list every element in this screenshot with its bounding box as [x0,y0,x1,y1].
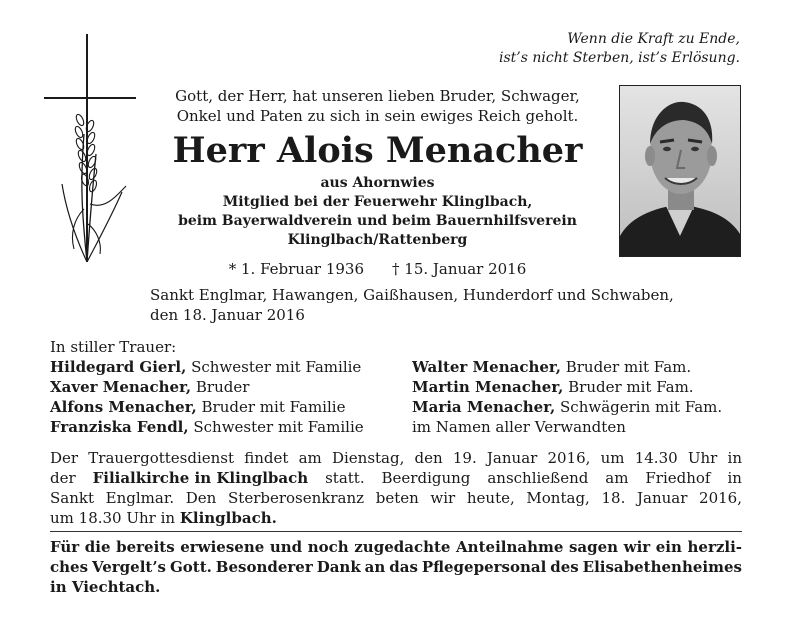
text-word: 2016, [699,489,742,507]
text-word: die [84,538,111,556]
mourner-entry [50,377,400,397]
life-dates [150,259,605,279]
text-word: ein [655,538,682,556]
text-word: Januar [637,489,688,507]
text-word: 2016, [547,449,591,467]
mourner-entry [412,357,752,377]
mourner-entry [50,417,400,437]
mourning-title: In stiller Trauer: [50,338,177,356]
thanks-line-1 [50,537,742,557]
cross-with-wheat-icon [44,34,136,262]
text-word: Pflegepersonal [421,558,547,576]
text-word: Trauergottesdienst [88,449,235,467]
thanks-line-3: in Viechtach. [50,578,161,596]
text-word: und [269,538,303,556]
membership-line-3: Klinglbach/Rattenberg [287,232,468,248]
text-word: anschließend [487,469,589,487]
text-word: Anteilnahme [456,538,564,556]
mourner-relation: Schwester mit Familie [188,418,364,436]
text-word: findet [244,449,289,467]
deceased-details [150,174,605,250]
motto-quote [420,30,740,68]
mourner-entry [50,397,400,417]
text-word: sagen [568,538,619,556]
places-line: Sankt Englmar, Hawangen, Gaißhausen, Hunderdorf und Schwaben, [150,286,674,304]
text-word: Friedhof [645,469,711,487]
text-word: herzli- [687,538,742,556]
text-word: Elisabethenheimes [582,558,742,576]
mourner-relation: Bruder [191,378,250,396]
thanks-line-2 [50,557,742,577]
service-line-3 [50,488,742,508]
intro-text [150,86,605,126]
service-word: der [50,469,76,487]
mourner-name: Alfons Menacher, [50,398,197,416]
text-word: Der [50,449,79,467]
text-word: an [364,558,386,576]
text-word: statt. [325,469,365,487]
text-word: wir [430,489,456,507]
text-word: 19. [452,449,477,467]
mourner-entry [412,377,752,397]
text-word: erwiesene [180,538,265,556]
text-word: das [389,558,418,576]
service-time: um 18.30 Uhr in [50,509,180,527]
text-word: Gott. [169,558,212,576]
mourners-right-column [412,357,752,437]
service-line-4 [50,508,742,528]
text-word: Den [185,489,217,507]
mourner-name: Martin Menacher, [412,378,564,396]
mourner-relation: Bruder mit Fam. [560,358,692,376]
notice-date: den 18. Januar 2016 [150,306,305,324]
intro-line-1: Gott, der Herr, hat unseren lieben Bruder, Schwager, [175,87,580,105]
mourner-relation: Schwester mit Familie [186,358,362,376]
mourner-relation: Bruder mit Fam. [563,378,694,396]
text-word: Für [50,538,80,556]
text-word: Dienstag, [331,449,405,467]
text-word: Januar [486,449,538,467]
service-line-1 [50,448,742,468]
deceased-name: Herr Alois Menacher [172,130,583,171]
text-word: um [600,449,625,467]
mourner-name: Maria Menacher, [412,398,556,416]
mourner-name: Hildegard Gierl, [50,358,187,376]
text-word: des [550,558,579,576]
membership-line-2: beim Bayerwaldverein und beim Bauernhilfsverein [178,213,577,229]
death-date: † 15. Januar 2016 [392,260,527,278]
text-word: den [414,449,443,467]
intro-line-2: Onkel und Paten zu sich in sein ewiges Reich geholt. [176,107,579,125]
text-word: Sankt [50,489,94,507]
funeral-service-text [50,448,742,528]
mourner-entry [412,397,752,417]
mourner-name: Xaver Menacher, [50,378,192,396]
motto-line-2: ist’s nicht Sterben, ist’s Erlösung. [499,50,740,66]
mourners-left-column [50,357,400,437]
mourner-entry [412,417,752,437]
motto-line-1: Wenn die Kraft zu Ende, [567,31,740,47]
mourner-relation: Schwägerin mit Fam. [555,398,723,416]
text-word: bereits [116,538,175,556]
birth-date: * 1. Februar 1936 [228,260,365,278]
text-word: Vergelt’s [91,558,167,576]
mourner-relation: Bruder mit Familie [196,398,346,416]
membership-line-1: Mitglied bei der Feuerwehr Klinglbach, [222,194,533,210]
text-word: wir [623,538,651,556]
portrait-photo [619,85,741,257]
text-word: Englmar. [105,489,175,507]
text-word: heute, [466,489,515,507]
divider [50,531,742,532]
mourner-entry [50,357,400,377]
text-word: Sterberosenkranz [228,489,365,507]
text-word: ches [50,558,89,576]
text-word: zugedachte [354,538,451,556]
deceased-origin: aus Ahornwies [320,175,435,191]
thanks-text [50,537,742,597]
mourner-name: Walter Menacher, [412,358,561,376]
text-word: Besonderer [215,558,313,576]
text-word: noch [307,538,349,556]
service-line-2 [50,468,742,488]
text-word: beten [375,489,419,507]
text-word: am [605,469,629,487]
text-word: Dank [316,558,361,576]
text-word: 14.30 [634,449,678,467]
text-word: Montag, [526,489,590,507]
text-word: in [727,469,742,487]
text-word: in [727,449,742,467]
text-word: am [298,449,322,467]
church-name: Filialkirche in Klinglbach [92,469,309,487]
rosary-location: Klinglbach. [179,509,277,527]
place-and-date [150,285,750,325]
text-word: 18. [601,489,626,507]
mourner-name: Franziska Fendl, [50,418,189,436]
text-word: Uhr [687,449,718,467]
text-word: Beerdigung [381,469,471,487]
relatives-note: im Namen aller Verwandten [412,418,626,436]
